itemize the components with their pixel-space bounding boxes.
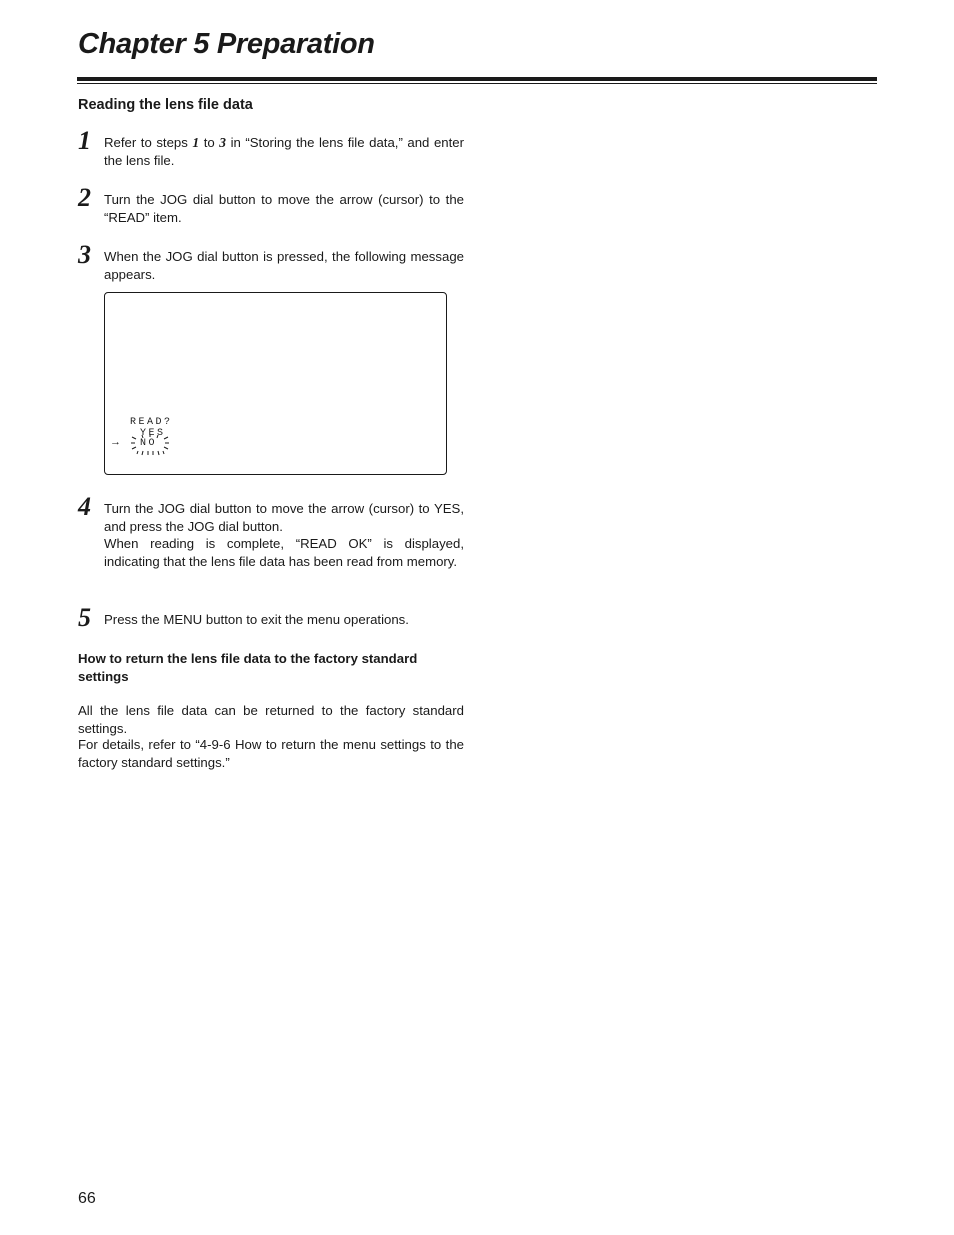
header-rule-thin [77,83,877,84]
step-number: 5 [78,603,91,632]
step-number: 2 [78,183,91,212]
step-text-result: When reading is complete, “READ OK” is displayed, indicating that the lens file data has been read from memory. [104,536,464,569]
step-number: 3 [78,240,91,269]
viewfinder-screen [104,292,447,475]
read-prompt: READ? [130,417,173,428]
chapter-title: Chapter 5 Preparation [78,28,375,60]
option-yes: YES [140,428,166,439]
page-number: 66 [78,1190,96,1207]
step-text: Press the MENU button to exit the menu operations. [104,612,409,627]
step-number: 1 [78,126,91,155]
header-rule-thick [77,77,877,81]
step-text: Refer to steps 1 to 3 in “Storing the lens file data,” and enter the lens file. [104,135,464,168]
right-arrow-icon: → [110,436,121,448]
step-number: 4 [78,492,91,521]
step-text: Turn the JOG dial button to move the arrow (cursor) to YES, and press the JOG dial button. [104,501,464,534]
factory-settings-heading: How to return the lens file data to the factory standard settings [78,651,418,684]
step-text: When the JOG dial button is pressed, the following message appears. [104,249,464,282]
blink-indicator-icon [130,434,170,456]
section-heading: Reading the lens file data [78,97,253,113]
step-ref: 1 [192,135,200,150]
step-text: Turn the JOG dial button to move the arrow (cursor) to the “READ” item. [104,192,464,225]
factory-settings-reference: For details, refer to “4-9-6 How to return the menu settings to the factory standard settings.” [78,737,464,770]
step-ref: 3 [219,135,227,150]
factory-settings-paragraph: All the lens file data can be returned to the factory standard settings. [78,703,464,736]
option-no: NO [140,438,158,449]
